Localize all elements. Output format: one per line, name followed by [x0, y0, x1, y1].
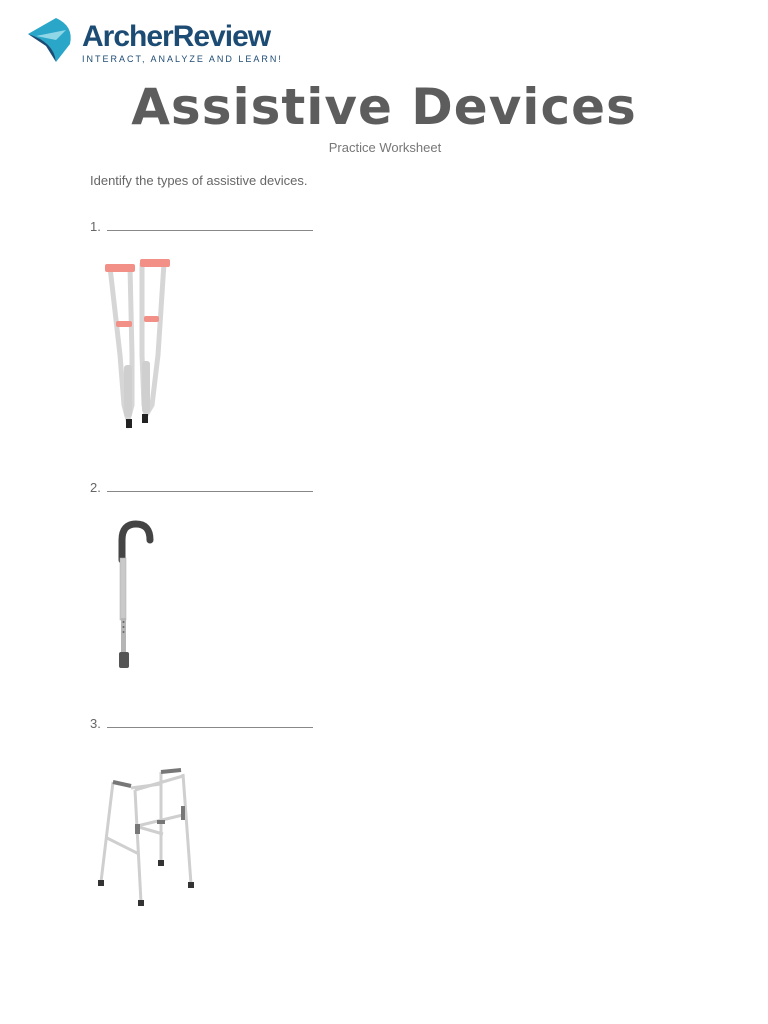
page-title: Assistive Devices — [131, 78, 637, 136]
answer-blank[interactable] — [107, 479, 313, 492]
question-number: 2. — [90, 480, 101, 495]
instruction-text: Identify the types of assistive devices. — [90, 173, 308, 188]
brand-name: ArcherReview — [82, 20, 271, 53]
archer-review-logo — [26, 16, 286, 68]
page-subtitle: Practice Worksheet — [328, 140, 442, 155]
question-number: 3. — [90, 716, 101, 731]
walker-image — [95, 762, 205, 912]
question-2 — [90, 479, 313, 495]
brand-tagline: INTERACT, ANALYZE AND LEARN! — [82, 54, 283, 64]
cane-image — [112, 518, 162, 678]
question-number: 1. — [90, 219, 101, 234]
archer-arrow-icon — [26, 16, 76, 66]
question-1 — [90, 218, 313, 234]
answer-blank[interactable] — [107, 715, 313, 728]
crutches-image — [98, 255, 178, 435]
answer-blank[interactable] — [107, 218, 313, 231]
question-3 — [90, 715, 313, 731]
